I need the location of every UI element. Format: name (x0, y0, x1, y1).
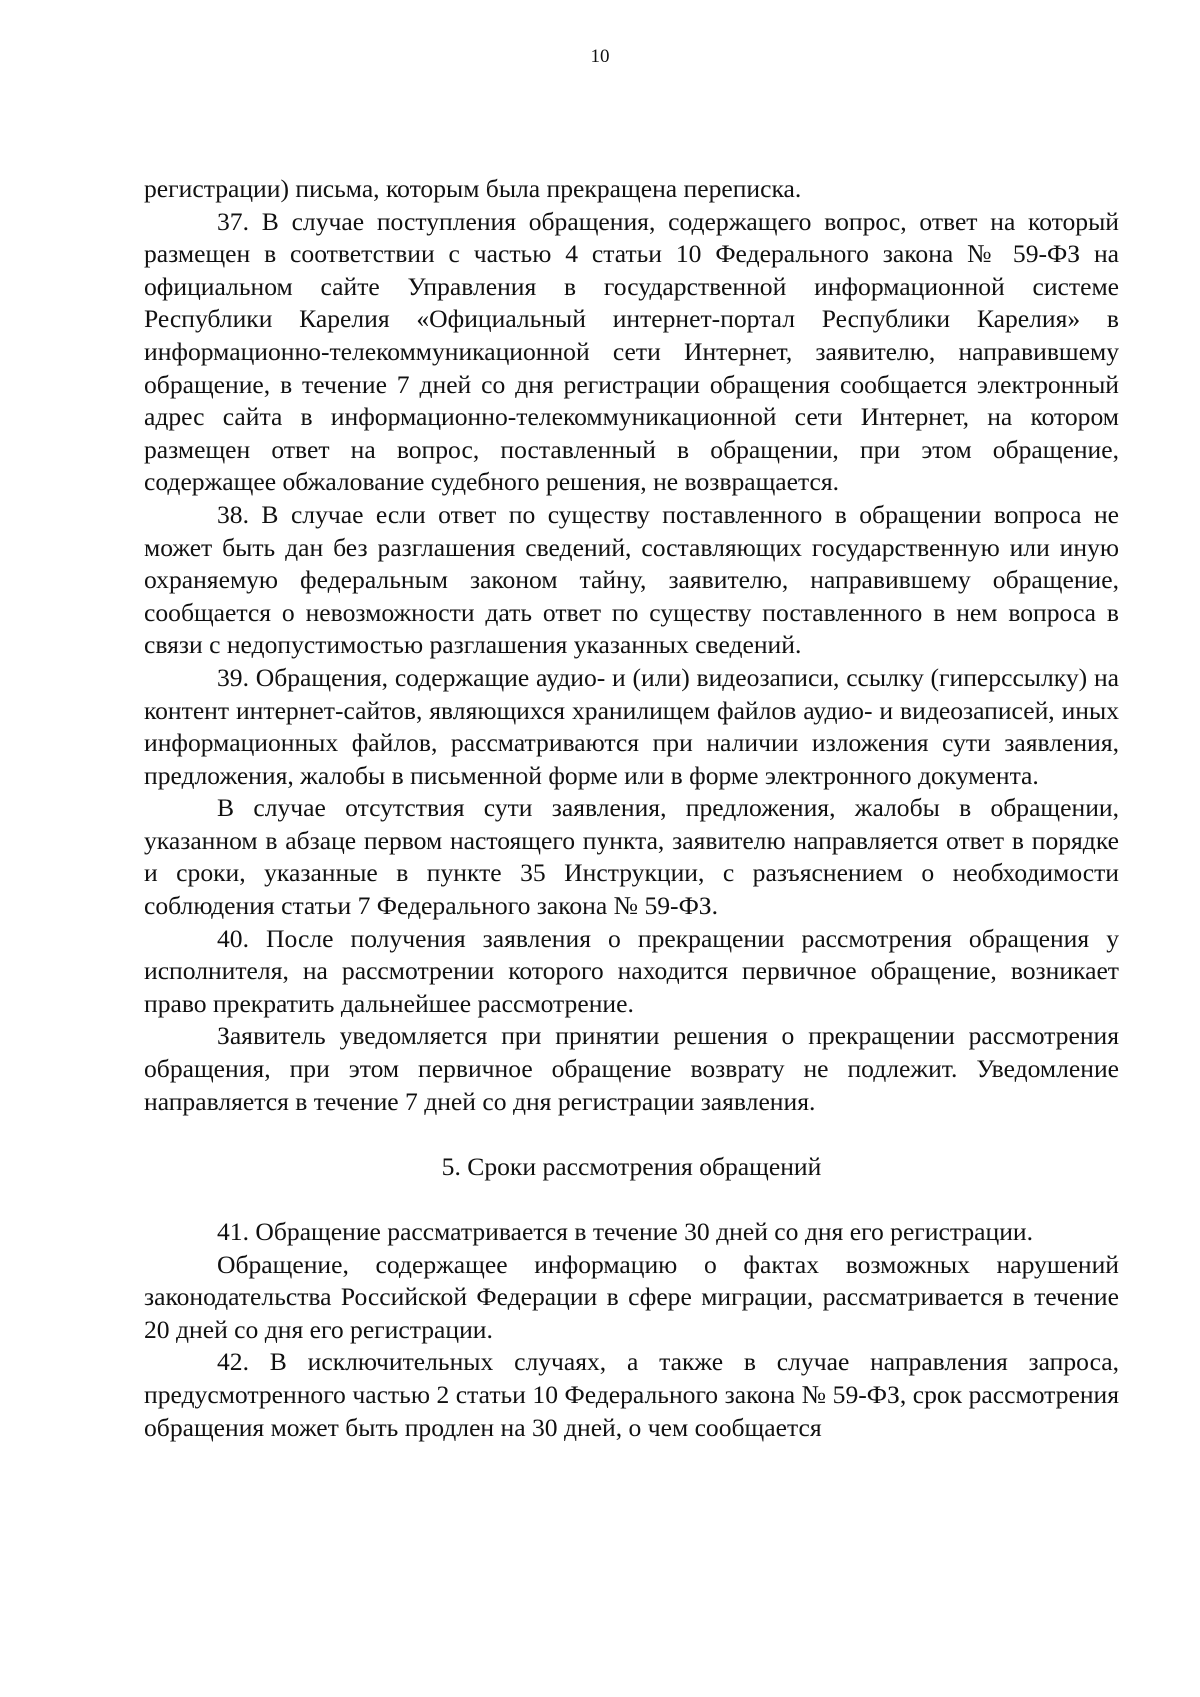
section-heading: 5. Сроки рассмотрения обращений (441, 1151, 822, 1181)
paragraph-41: 41. Обращение рассматривается в течение 30 дней со дня его регистрации. (217, 1217, 1034, 1246)
document-body (144, 173, 1119, 1444)
spacer (144, 1183, 1119, 1216)
paragraph-41-second: Обращение, содержащее информацию о фактах возможных нарушений законодательства Российской Федерации в сфере миграции, рассматривается в течение 20 дней со дня его регистрации. (144, 1249, 1119, 1344)
page-number: 10 (590, 46, 610, 67)
paragraph-39: 39. Обращения, содержащие аудио- и (или) видеозаписи, ссылку (гиперссылку) на контент интернет-сайтов, являющихся хранилищем файлов аудио- и видеозаписей, иных информационных файлов, рассматриваются при наличии изложения сути заявления, предложения, жалобы в письменной форме или в форме электронного документа. (144, 662, 1119, 790)
paragraph-37: 37. В случае поступления обращения, содержащего вопрос, ответ на который размещен в соответствии с частью 4 статьи 10 Федерального закона № 59-ФЗ на официальном сайте Управления в государственной информационной системе Республики Карелия «Официальный интернет-портал Республики Карелия» в информационно-телекоммуникационной сети Интернет, заявителю, направившему обращение, в течение 7 дней со дня регистрации обращения сообщается электронный адрес сайта в информационно-телекоммуникационной сети Интернет, на котором размещен ответ на вопрос, поставленный в обращении, при этом обращение, содержащее обжалование судебного решения, не возвращается. (144, 206, 1119, 497)
paragraph-38: 38. В случае если ответ по существу поставленного в обращении вопроса не может быть дан без разглашения сведений, составляющих государственную или иную охраняемую федеральным законом тайну, заявителю, направившему обращение, сообщается о невозможности дать ответ по существу поставленного в нем вопроса в связи с недопустимостью разглашения указанных сведений. (144, 499, 1119, 660)
paragraph-40-second: Заявитель уведомляется при принятии решения о прекращении рассмотрения обращения, при этом первичное обращение возврату не подлежит. Уведомление направляется в течение 7 дней со дня регистрации заявления. (144, 1021, 1119, 1116)
paragraph-40: 40. После получения заявления о прекращении рассмотрения обращения у исполнителя, на рассмотрении которого находится первичное обращение, возникает право прекратить дальнейшее рассмотрение. (144, 923, 1119, 1018)
paragraph-42: 42. В исключительных случаях, а также в случае направления запроса, предусмотренного частью 2 статьи 10 Федерального закона № 59-ФЗ, срок рассмотрения обращения может быть продлен на 30 дней, о чем сообщается (144, 1347, 1119, 1442)
paragraph-continuation: регистрации) письма, которым была прекращена переписка. (144, 174, 802, 203)
paragraph-39-second: В случае отсутствия сути заявления, предложения, жалобы в обращении, указанном в абзаце первом настоящего пункта, заявителю направляется ответ в порядке и сроки, указанные в пункте 35 Инструкции, с разъяснением о необходимости соблюдения статьи 7 Федерального закона № 59-ФЗ. (144, 793, 1119, 921)
spacer (144, 1118, 1119, 1151)
